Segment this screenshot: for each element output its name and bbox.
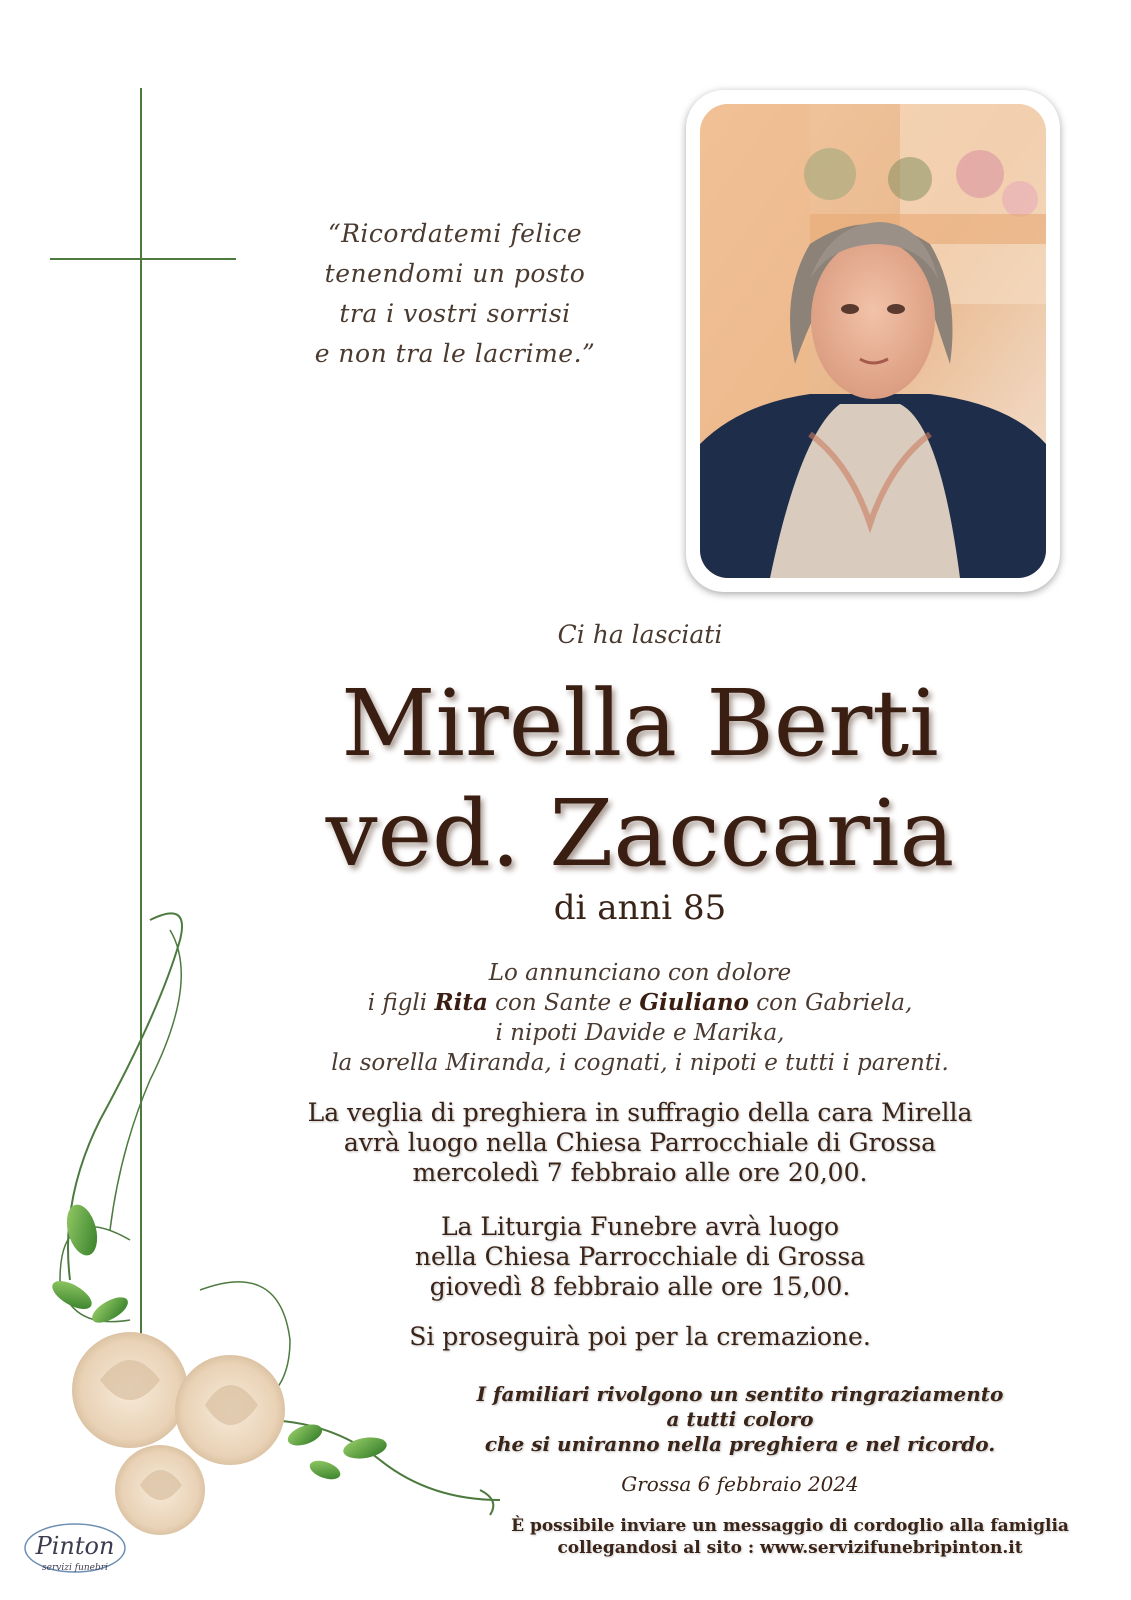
announcement-text: con Gabriela, — [748, 990, 913, 1016]
liturgy-line: giovedì 8 febbraio alle ore 15,00. — [429, 1272, 851, 1301]
liturgy-line: nella Chiesa Parrocchiale di Grossa — [414, 1242, 866, 1271]
cremation-info: Si proseguirà poi per la cremazione. — [409, 1322, 871, 1351]
liturgy-line: La Liturgia Funebre avrà luogo — [440, 1212, 840, 1241]
place-and-date: Grossa 6 febbraio 2024 — [621, 1472, 859, 1496]
announcement-line: i nipoti Davide e Marika, — [495, 1020, 785, 1046]
announcement-line: Lo annunciano con dolore — [488, 960, 792, 986]
memorial-quote — [270, 214, 640, 374]
roses-decoration-icon — [0, 900, 560, 1600]
pinton-logo-icon — [20, 1518, 130, 1582]
announcement-line: la sorella Miranda, i cognati, i nipoti e tutti i parenti. — [331, 1050, 949, 1076]
online-condolence-note — [500, 1515, 1080, 1559]
vigil-line: La veglia di preghiera in suffragio della cara Mirella — [307, 1098, 973, 1127]
announcement-text: con Sante e — [487, 990, 640, 1016]
quote-line: e non tra le lacrime.” — [314, 339, 596, 368]
svg-text:servizi funebri: servizi funebri — [42, 1563, 108, 1573]
deceased-married-name: ved. Zaccaria — [325, 780, 955, 887]
portrait-photo — [700, 104, 1046, 578]
svg-text:Pinton: Pinton — [35, 1532, 115, 1560]
cross-horizontal-bar — [50, 258, 236, 260]
deceased-name: Mirella Berti — [341, 670, 939, 777]
online-line: È possibile inviare un messaggio di cordoglio alla famiglia — [511, 1516, 1069, 1536]
child-name: Rita — [434, 989, 488, 1016]
child-name: Giuliano — [639, 989, 749, 1016]
vigil-line: avrà luogo nella Chiesa Parrocchiale di Grossa — [343, 1128, 937, 1157]
announcement-text: i figli — [367, 990, 435, 1016]
vigil-line: mercoledì 7 febbraio alle ore 20,00. — [412, 1158, 868, 1187]
online-line: collegandosi al sito : www.servizifunebripinton.it — [557, 1538, 1023, 1558]
quote-line: “Ricordatemi felice — [327, 219, 583, 248]
thanks-line: a tutti coloro — [666, 1407, 814, 1431]
quote-line: tenendomi un posto — [324, 259, 586, 288]
thanks-line: I familiari rivolgono un sentito ringraziamento — [476, 1382, 1004, 1406]
deceased-age: di anni 85 — [553, 888, 727, 928]
thanks-line: che si uniranno nella preghiera e nel ricordo. — [484, 1432, 996, 1456]
quote-line: tra i vostri sorrisi — [339, 299, 571, 328]
intro-text: Ci ha lasciati — [557, 620, 723, 649]
